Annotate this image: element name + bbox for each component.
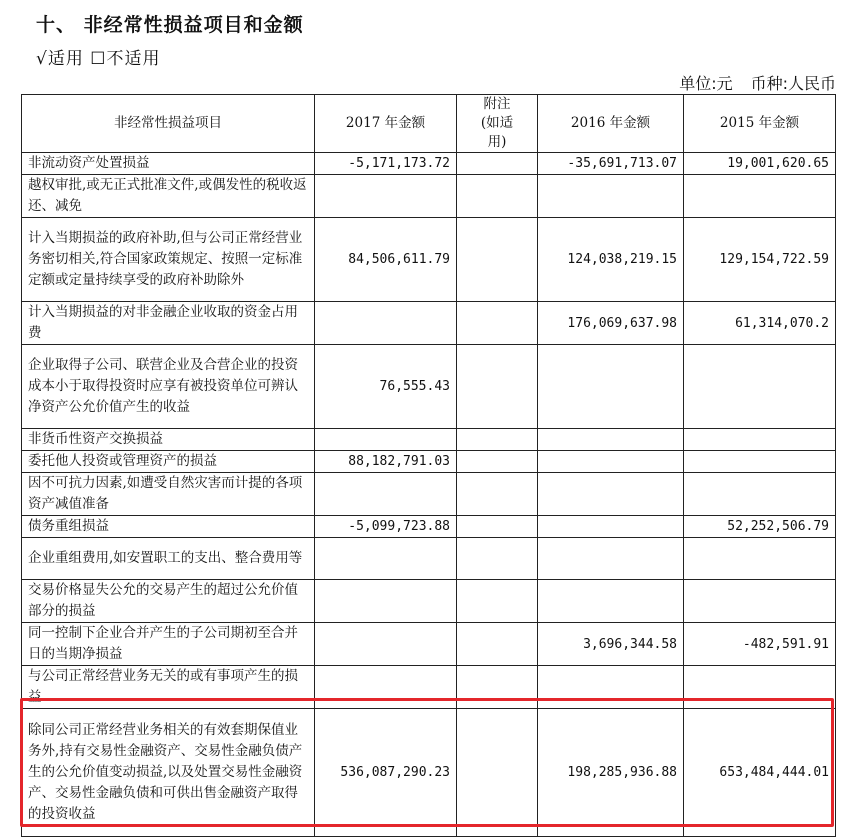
row-2017-value [315, 580, 457, 623]
row-2016-value: 3,696,344.58 [538, 623, 684, 666]
row-2017-value [315, 429, 457, 451]
row-item: 非流动资产处置损益 [22, 153, 315, 175]
header-2016: 2016 年金额 [538, 95, 684, 153]
row-item: 交易价格显失公允的交易产生的超过公允价值部分的损益 [22, 580, 315, 623]
row-2015-value [684, 451, 836, 473]
row-item: 企业重组费用,如安置职工的支出、整合费用等 [22, 538, 315, 580]
row-note [457, 175, 538, 218]
header-note: 附注(如适用) [457, 95, 538, 153]
table-row [22, 623, 836, 666]
row-2015-value [684, 429, 836, 451]
row-2017-value: -5,171,173.72 [315, 153, 457, 175]
row-note [457, 538, 538, 580]
row-item: 委托他人投资或管理资产的损益 [22, 451, 315, 473]
row-item: 非货币性资产交换损益 [22, 429, 315, 451]
unit-currency-line [679, 71, 836, 94]
row-note [457, 580, 538, 623]
row-2015-value [684, 345, 836, 429]
row-2015-value: 653,484,444.01 [684, 709, 836, 837]
row-2017-value: 88,182,791.03 [315, 451, 457, 473]
row-2015-value: 19,001,620.65 [684, 153, 836, 175]
row-note [457, 218, 538, 302]
row-2017-value: 84,506,611.79 [315, 218, 457, 302]
row-2016-value: 176,069,637.98 [538, 302, 684, 345]
row-note [457, 666, 538, 709]
row-2016-value: 124,038,219.15 [538, 218, 684, 302]
section-title: 十、 非经常性损益项目和金额 [36, 14, 304, 36]
row-2016-value [538, 345, 684, 429]
row-2015-value: 61,314,070.2 [684, 302, 836, 345]
unit-label: 单位:元 [679, 74, 733, 93]
header-2015: 2015 年金额 [684, 95, 836, 153]
row-2017-value: -5,099,723.88 [315, 516, 457, 538]
row-2015-value: 129,154,722.59 [684, 218, 836, 302]
row-2017-value [315, 473, 457, 516]
non-recurring-items-table [21, 94, 836, 837]
row-2016-value [538, 666, 684, 709]
row-2016-value [538, 175, 684, 218]
applicable-option: √适用 [36, 49, 84, 69]
row-note [457, 473, 538, 516]
row-note [457, 709, 538, 837]
row-2017-value [315, 666, 457, 709]
row-2017-value [315, 538, 457, 580]
header-2017: 2017 年金额 [315, 95, 457, 153]
not-applicable-option: ☐不适用 [90, 49, 161, 69]
row-item: 除同公司正常经营业务相关的有效套期保值业务外,持有交易性金融资产、交易性金融负债产生的公允价值变动损益,以及处置交易性金融资产、交易性金融负债和可供出售金融资产取得的投资收益 [22, 709, 315, 837]
currency-label: 币种:人民币 [750, 74, 836, 93]
row-2016-value [538, 516, 684, 538]
table-row [22, 473, 836, 516]
row-2015-value [684, 538, 836, 580]
table-row [22, 429, 836, 451]
row-2016-value [538, 580, 684, 623]
table-row [22, 580, 836, 623]
row-item: 债务重组损益 [22, 516, 315, 538]
row-2016-value [538, 473, 684, 516]
row-note [457, 302, 538, 345]
row-note [457, 623, 538, 666]
row-2015-value: -482,591.91 [684, 623, 836, 666]
row-2015-value [684, 473, 836, 516]
table-row [22, 218, 836, 302]
row-2016-value [538, 451, 684, 473]
row-2017-value: 536,087,290.23 [315, 709, 457, 837]
row-2017-value [315, 175, 457, 218]
row-2017-value: 76,555.43 [315, 345, 457, 429]
row-2017-value [315, 302, 457, 345]
row-item: 越权审批,或无正式批准文件,或偶发性的税收返还、减免 [22, 175, 315, 218]
row-2016-value [538, 538, 684, 580]
row-note [457, 451, 538, 473]
row-item: 因不可抗力因素,如遭受自然灾害而计提的各项资产减值准备 [22, 473, 315, 516]
table-row [22, 516, 836, 538]
table-row [22, 302, 836, 345]
row-2015-value [684, 580, 836, 623]
row-note [457, 153, 538, 175]
row-item: 计入当期损益的对非金融企业收取的资金占用费 [22, 302, 315, 345]
row-note [457, 345, 538, 429]
row-note [457, 516, 538, 538]
row-2015-value [684, 666, 836, 709]
header-item: 非经常性损益项目 [22, 95, 315, 153]
row-note [457, 429, 538, 451]
row-item: 计入当期损益的政府补助,但与公司正常经营业务密切相关,符合国家政策规定、按照一定标准定额或定量持续享受的政府补助除外 [22, 218, 315, 302]
row-2016-value [538, 429, 684, 451]
applicability-line [36, 44, 161, 69]
table-row [22, 709, 836, 837]
row-2016-value: -35,691,713.07 [538, 153, 684, 175]
table-row [22, 153, 836, 175]
row-item: 企业取得子公司、联营企业及合营企业的投资成本小于取得投资时应享有被投资单位可辨认净资产公允价值产生的收益 [22, 345, 315, 429]
table-row [22, 666, 836, 709]
row-item: 与公司正常经营业务无关的或有事项产生的损益 [22, 666, 315, 709]
row-item: 同一控制下企业合并产生的子公司期初至合并日的当期净损益 [22, 623, 315, 666]
table-row [22, 538, 836, 580]
table-header-row [22, 95, 836, 153]
table-row [22, 345, 836, 429]
table-row [22, 175, 836, 218]
table-row [22, 451, 836, 473]
row-2017-value [315, 623, 457, 666]
row-2016-value: 198,285,936.88 [538, 709, 684, 837]
row-2015-value [684, 175, 836, 218]
row-2015-value: 52,252,506.79 [684, 516, 836, 538]
